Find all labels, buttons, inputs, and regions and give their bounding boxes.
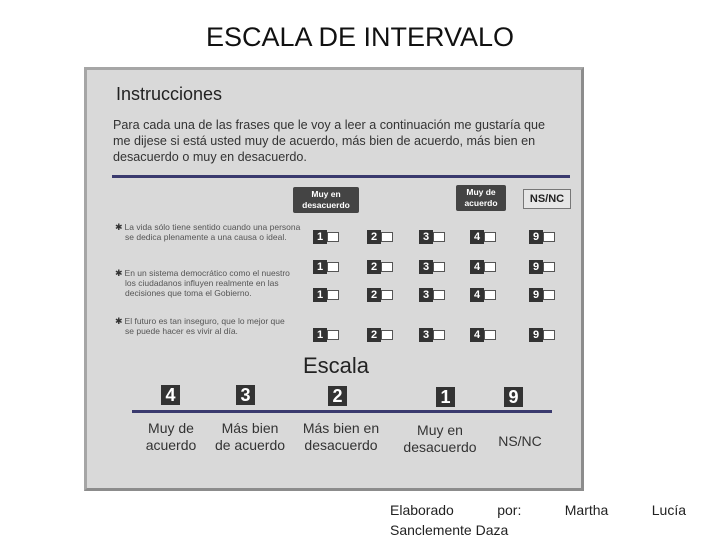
divider-top xyxy=(112,175,570,178)
checkbox[interactable] xyxy=(484,262,496,272)
option-9[interactable] xyxy=(529,230,555,244)
intro-line: Para cada una de las frases que le voy a leer a continuación me gustaría que xyxy=(113,118,545,132)
option-number: 2 xyxy=(367,328,381,342)
column-header-nsnc: NS/NC xyxy=(523,189,571,209)
scale-number-3: 3 xyxy=(236,385,255,405)
checkbox[interactable] xyxy=(381,262,393,272)
questionnaire-panel xyxy=(84,67,584,491)
checkbox[interactable] xyxy=(484,290,496,300)
option-2[interactable] xyxy=(367,260,393,274)
checkbox[interactable] xyxy=(381,290,393,300)
statement-line: decisiones que toma el Gobierno. xyxy=(125,288,252,298)
scale-number-4: 4 xyxy=(161,385,180,405)
option-number: 3 xyxy=(419,288,433,302)
statement-line: La vida sólo tiene sentido cuando una persona xyxy=(124,222,301,232)
bullet-icon: ✱ xyxy=(115,268,123,278)
intro-line: me dijese si está usted muy de acuerdo, más bien de acuerdo, más bien en xyxy=(113,134,536,148)
checkbox[interactable] xyxy=(327,262,339,272)
scale-label-mas-bien-de-acuerdo xyxy=(207,420,293,454)
scale-label-line: acuerdo xyxy=(145,437,197,453)
checkbox[interactable] xyxy=(484,232,496,242)
checkbox[interactable] xyxy=(381,232,393,242)
option-9[interactable] xyxy=(529,288,555,302)
scale-label-line: desacuerdo xyxy=(403,439,477,455)
statement-line: En un sistema democrático como el nuestro xyxy=(124,268,290,278)
instructions-heading: Instrucciones xyxy=(116,84,223,104)
scale-label-line: Más bien xyxy=(221,420,279,436)
option-2[interactable] xyxy=(367,288,393,302)
scale-label-line: Más bien en xyxy=(302,420,380,436)
statement-3 xyxy=(115,316,305,336)
option-1[interactable] xyxy=(313,230,339,244)
option-number: 1 xyxy=(313,260,327,274)
column-header-muy-de-acuerdo xyxy=(456,185,506,211)
checkbox[interactable] xyxy=(381,330,393,340)
scale-label-line: Muy de xyxy=(148,420,194,436)
scale-label-line: Muy en xyxy=(417,422,463,438)
credit-word: Martha xyxy=(564,502,609,518)
checkbox[interactable] xyxy=(484,330,496,340)
credit-word: por: xyxy=(497,502,522,518)
checkbox[interactable] xyxy=(327,232,339,242)
credit-line-2: Sanclemente Daza xyxy=(390,522,509,538)
option-number: 3 xyxy=(419,328,433,342)
option-number: 3 xyxy=(419,260,433,274)
checkbox[interactable] xyxy=(433,232,445,242)
bullet-icon: ✱ xyxy=(115,222,123,232)
statement-line: los ciudadanos influyen realmente en las xyxy=(125,278,279,288)
divider-scale xyxy=(132,410,552,413)
column-header-line: desacuerdo xyxy=(302,200,350,210)
scale-number-1: 1 xyxy=(436,387,455,407)
scale-number-2: 2 xyxy=(328,386,347,406)
instructions-text xyxy=(113,117,583,165)
checkbox[interactable] xyxy=(327,290,339,300)
checkbox[interactable] xyxy=(543,262,555,272)
option-number: 2 xyxy=(367,230,381,244)
scale-label-muy-de-acuerdo xyxy=(133,420,209,454)
escala-title: Escala xyxy=(303,353,370,378)
option-3[interactable] xyxy=(419,328,445,342)
statement-line: se dedica plenamente a una causa o ideal. xyxy=(125,232,287,242)
scale-label-mas-bien-en-desacuerdo xyxy=(293,420,389,454)
checkbox[interactable] xyxy=(327,330,339,340)
option-number: 4 xyxy=(470,230,484,244)
option-4[interactable] xyxy=(470,230,496,244)
option-number: 3 xyxy=(419,230,433,244)
option-number: 9 xyxy=(529,288,543,302)
option-number: 4 xyxy=(470,288,484,302)
option-number: 2 xyxy=(367,260,381,274)
option-number: 2 xyxy=(367,288,381,302)
scale-label-muy-en-desacuerdo xyxy=(395,422,485,456)
checkbox[interactable] xyxy=(433,290,445,300)
option-number: 1 xyxy=(313,328,327,342)
statement-2 xyxy=(115,268,305,298)
checkbox[interactable] xyxy=(543,232,555,242)
option-1[interactable] xyxy=(313,260,339,274)
option-number: 1 xyxy=(313,230,327,244)
option-2[interactable] xyxy=(367,328,393,342)
slide-title: ESCALA DE INTERVALO xyxy=(205,22,515,52)
scale-label-nsnc: NS/NC xyxy=(498,433,542,449)
option-number: 4 xyxy=(470,328,484,342)
option-4[interactable] xyxy=(470,328,496,342)
option-1[interactable] xyxy=(313,288,339,302)
option-number: 9 xyxy=(529,230,543,244)
checkbox[interactable] xyxy=(543,290,555,300)
option-4[interactable] xyxy=(470,260,496,274)
statement-line: se puede hacer es vivir al día. xyxy=(125,326,238,336)
statement-1 xyxy=(115,222,305,242)
credit-word: Elaborado xyxy=(390,502,454,518)
option-9[interactable] xyxy=(529,260,555,274)
column-header-line: acuerdo xyxy=(464,198,498,208)
option-3[interactable] xyxy=(419,288,445,302)
statement-line: El futuro es tan inseguro, que lo mejor que xyxy=(124,316,285,326)
scale-number-9: 9 xyxy=(504,387,523,407)
column-header-muy-en-desacuerdo xyxy=(293,187,359,213)
credit xyxy=(390,500,686,540)
option-2[interactable] xyxy=(367,230,393,244)
option-4[interactable] xyxy=(470,288,496,302)
option-3[interactable] xyxy=(419,230,445,244)
checkbox[interactable] xyxy=(543,330,555,340)
checkbox[interactable] xyxy=(433,262,445,272)
bullet-icon: ✱ xyxy=(115,316,123,326)
column-header-line: Muy de xyxy=(466,187,496,197)
credit-word: Lucía xyxy=(651,502,686,518)
intro-line: desacuerdo o muy en desacuerdo. xyxy=(113,150,307,164)
option-number: 9 xyxy=(529,328,543,342)
option-number: 4 xyxy=(470,260,484,274)
option-3[interactable] xyxy=(419,260,445,274)
scale-label-line: de acuerdo xyxy=(214,437,286,453)
column-header-line: Muy en xyxy=(311,189,341,199)
option-number: 1 xyxy=(313,288,327,302)
option-9[interactable] xyxy=(529,328,555,342)
option-number: 9 xyxy=(529,260,543,274)
scale-label-line: desacuerdo xyxy=(304,437,378,453)
option-1[interactable] xyxy=(313,328,339,342)
checkbox[interactable] xyxy=(433,330,445,340)
